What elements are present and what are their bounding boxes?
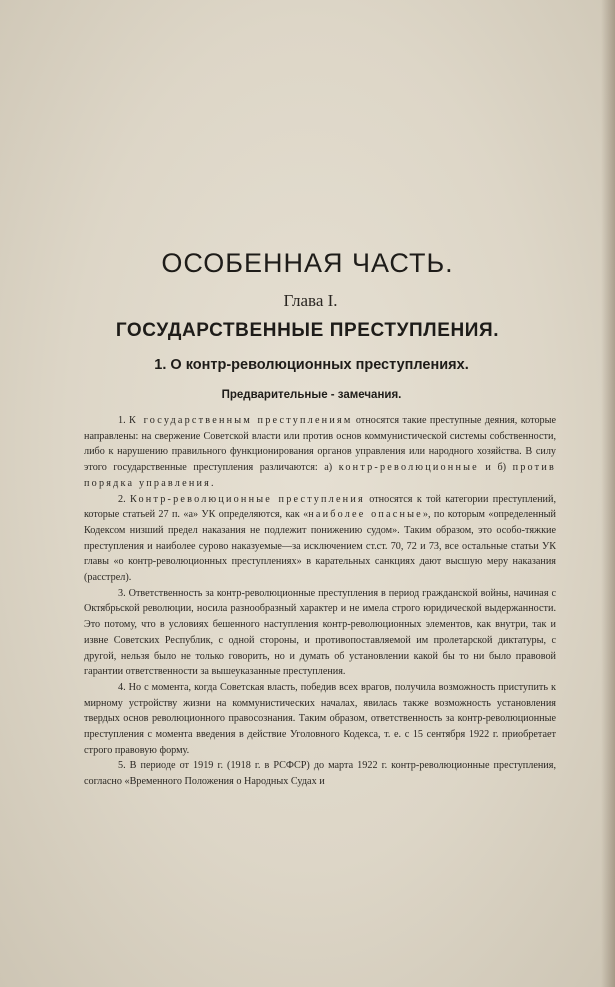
paragraph-1-spaced-term: К государственным преступлениям [129, 415, 353, 426]
chapter-number: Глава I. [283, 291, 338, 310]
paragraph-2 [84, 492, 556, 586]
paragraph-5: 5. В периоде от 1919 г. (1918 г. в РСФСР) до марта 1922 г. контр-революционные преступления, согласно «Временного Положения о Народных Судах и [84, 760, 556, 788]
paragraph-1-spaced-term: против порядка управления [84, 462, 556, 489]
paragraph-3: 3. Ответственность за контр-революционные преступления в период гражданской войны, начиная с Октябрьской революции, носила разнообразный характер и не имела строго юридической выдержанности. Это потому, что в условиях бешенного наступления контр-революционных элементов, как внутри, так и извне Советских Республик, с одной стороны, и противопоставляемой им пролетарской диктатуры, с другой, нельзя было не только говорить, но и думать об установлении какой бы то ни было правовой гарантии ответственности за вышеуказанные преступления. [84, 587, 556, 678]
paragraph-2-text: относятся к той категории преступлений, которые статьей 27 п. «а» УК определяются, как « [84, 493, 556, 521]
subsection-title: 1. О контр-революционных преступлениях. [154, 357, 469, 373]
paragraph-2-number: 2. [118, 493, 131, 505]
paragraph-1 [84, 413, 556, 492]
page-edge-shadow [601, 0, 615, 987]
paragraph-1-text: и б) [478, 462, 513, 474]
paragraph-1-spaced-term: контр-революционные [338, 462, 479, 474]
paragraph-2-spaced-term: наиболее опасные [308, 509, 423, 521]
paragraph-2-spaced-term: Контр-революционные преступления [130, 493, 365, 505]
section-title: ОСОБЕННАЯ ЧАСТЬ. [161, 248, 454, 278]
paragraph-1-text: . [211, 477, 214, 489]
paragraph-2-text: », по которым «определенный Кодексом низший предел наказания не подлежит понижению судом». Таким образом, это особо-тяжкие преступления и наиболее сурово наказуемые—за исключением ст.ст. 70, 72 и 73, все остальные статьи УК главы «о контр-революционных преступлениях» в карательных санкциях дают высшую меру наказания (расстрел). [84, 509, 556, 584]
paragraph-4: 4. Но с момента, когда Советская власть, победив всех врагов, получила возможность приступить к мирному устройству жизни на коммунистических началах, явилась также возможность установления твердых основ революционного правосознания. Таким образом, ответственность за контр-революционные преступления с момента введения в действие Уголовного Кодекса, т. е. с 15 сентября 1922 г. приобретает строго правовую форму. [84, 681, 556, 756]
chapter-title: ГОСУДАРСТВЕННЫЕ ПРЕСТУПЛЕНИЯ. [115, 320, 500, 341]
paragraph-1-number: 1. [118, 415, 130, 426]
remarks-title: Предварительные - замечания. [221, 389, 402, 401]
body-text [84, 413, 556, 790]
paragraph-1-text: относятся такие преступные деяния, которые направлены: на свержение Советской власти или против основ коммунистической системы собственности, либо к нарушению правильного функционирования органов управления или народного хозяйства. В силу этого государственные преступления различаются: а) [84, 415, 556, 474]
